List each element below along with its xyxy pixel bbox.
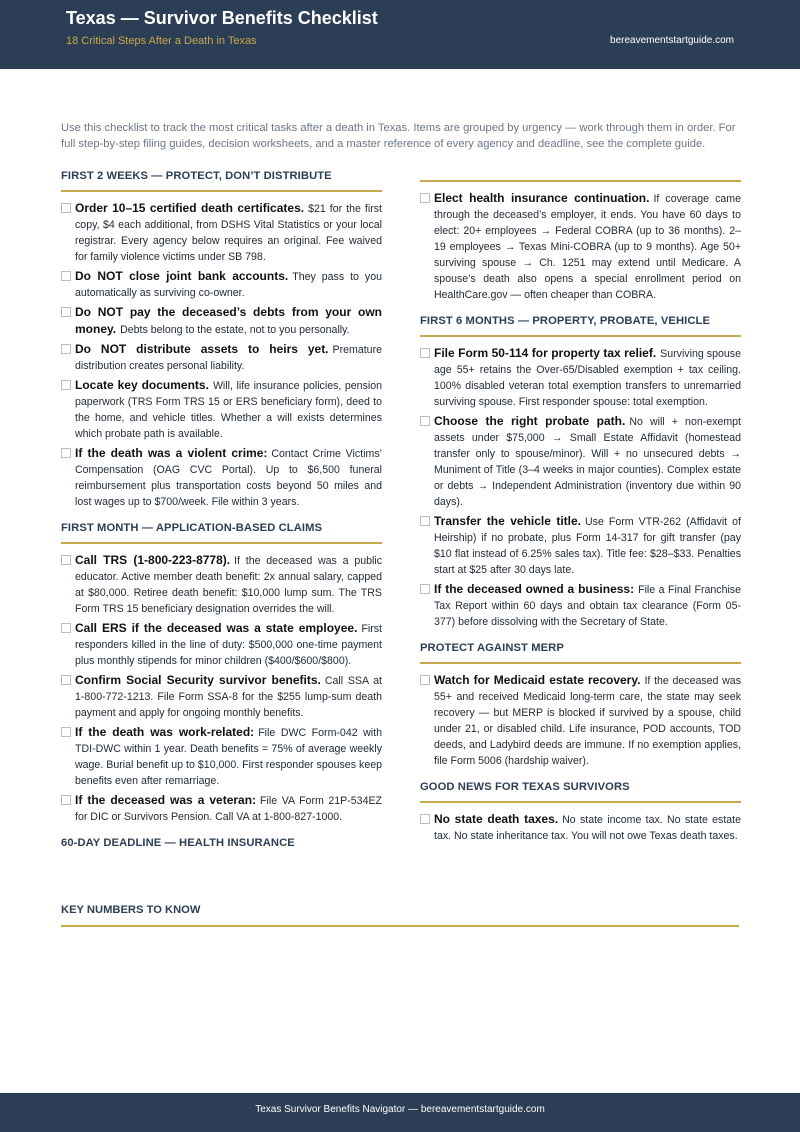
item-lead: If the deceased was a veteran: <box>75 793 257 807</box>
item-lead: Do NOT close joint bank accounts. <box>75 269 289 283</box>
item-text: If the deceased was a public educator. Active member death benefit: 2x annual salary, capped at $80,000. Retiree death benefit: $10,000 lump sum. The TRS Form TRS 15 beneficiary designation overrides the will. <box>75 555 382 615</box>
checkbox[interactable] <box>61 675 71 685</box>
checklist-item <box>61 792 382 825</box>
section-heading-60-day: 60-DAY DEADLINE — HEALTH INSURANCE <box>61 837 295 849</box>
item-text: $21 for the first copy, $4 each additional, from DSHS Vital Statistics or your local registrar. Every agency below requires an original. Fee waived for family violence victims under SB 798. <box>75 203 382 263</box>
item-lead: Confirm Social Security survivor benefits. <box>75 673 321 687</box>
item-text: If the deceased was 55+ and received Medicaid long-term care, the state may seek recovery — but MERP is blocked if survived by a spouse, child under 21, or disabled child. Life insurance, POD accounts, TOD deeds, and Ladybird deeds are immune. If no exemption applies, file Form 5006 (hardship waiver). <box>434 675 741 767</box>
checklist-item <box>61 341 382 374</box>
item-text: Use Form VTR-262 (Affidavit of Heirship) if no probate, plus Form 14-317 for gift transfer (pay $10 flat instead of 6.25% sales tax). Title fee: $28–$33. Penalties start at $25 after 30 days late. <box>434 516 742 576</box>
section-heading-first-2-weeks: FIRST 2 WEEKS — PROTECT, DON’T DISTRIBUTE <box>61 170 382 192</box>
checklist-item <box>61 304 382 338</box>
item-lead: If the death was a violent crime: <box>75 446 268 460</box>
checklist-item <box>61 724 382 789</box>
checklist-item <box>420 672 741 769</box>
checkbox[interactable] <box>61 795 71 805</box>
header-site-link[interactable]: bereavementstartguide.com <box>610 35 734 46</box>
checkbox[interactable] <box>61 380 71 390</box>
section-heading-good-news: GOOD NEWS FOR TEXAS SURVIVORS <box>420 781 741 803</box>
item-text: If coverage came through the deceased’s employer, it ends. You have 60 days to elect: 20+ employees → Federal COBRA (up to 36 months). 2–19 employees → Texas Mini-COBRA (up to 9 months). Age 50+ surviving spouse → Ch. 1251 may extend until Medicare. A spouse’s death also opens a special enrollment period on HealthCare.gov — often cheaper than COBRA. <box>434 193 741 301</box>
item-lead: Choose the right probate path. <box>434 414 626 428</box>
item-text: File DWC Form-042 with TDI-DWC within 1 year. Death benefits = 75% of average weekly wage. Burial benefit up to $10,000. First responder spouses keep benefits even after remarriage. <box>75 727 382 787</box>
item-lead: Locate key documents. <box>75 378 209 392</box>
checklist-item <box>420 811 741 844</box>
item-text: They pass to you automatically as surviving co-owner. <box>75 271 382 299</box>
item-lead: Call TRS (1-800-223-8778). <box>75 553 231 567</box>
item-lead: Transfer the vehicle title. <box>434 514 582 528</box>
item-lead: Call ERS if the deceased was a state employee. <box>75 621 358 635</box>
section-divider <box>420 180 741 182</box>
checklist-item <box>61 200 382 265</box>
checklist-item <box>61 552 382 617</box>
checklist-item <box>420 345 741 410</box>
checkbox[interactable] <box>420 675 430 685</box>
checklist-item <box>61 672 382 721</box>
footer-text: Texas Survivor Benefits Navigator — bereavementstartguide.com <box>255 1104 545 1115</box>
item-text: Contact Crime Victims’ Compensation (OAG CVC Portal). Up to $6,500 funeral reimbursement plus transportation costs beyond 50 miles and lost wages up to $700/week. File within 3 years. <box>75 448 382 508</box>
checkbox[interactable] <box>61 623 71 633</box>
item-text: File a Final Franchise Tax Report within 60 days and obtain tax clearance (Form 05-377) before dissolving with the Secretary of State. <box>434 584 741 628</box>
checklist-item <box>420 581 741 630</box>
item-lead: Watch for Medicaid estate recovery. <box>434 673 641 687</box>
item-lead: Elect health insurance continuation. <box>434 191 650 205</box>
checklist-item <box>61 268 382 301</box>
checkbox[interactable] <box>61 555 71 565</box>
checkbox[interactable] <box>420 348 430 358</box>
checklist-item <box>420 413 741 510</box>
item-text: Premature distribution creates personal liability. <box>75 344 382 372</box>
item-lead: File Form 50-114 for property tax relief. <box>434 346 657 360</box>
section-heading-first-month: FIRST MONTH — APPLICATION-BASED CLAIMS <box>61 522 382 544</box>
checklist-item <box>420 190 741 303</box>
intro-paragraph: Use this checklist to track the most critical tasks after a death in Texas. Items are grouped by urgency — work through them in order. For full step-by-step filing guides, decision worksheets, and a master reference of every agency and deadline, see the complete guide. <box>61 122 736 150</box>
checkbox[interactable] <box>61 271 71 281</box>
page-subtitle: 18 Critical Steps After a Death in Texas <box>66 35 257 47</box>
checkbox[interactable] <box>420 584 430 594</box>
item-text: Call SSA at 1-800-772-1213. File Form SSA-8 for the $255 lump-sum death payment and apply for ongoing monthly benefits. <box>75 675 383 719</box>
checklist-item <box>61 445 382 510</box>
page-footer <box>0 1093 800 1132</box>
item-text: Will, life insurance policies, pension paperwork (TRS Form TRS 15 or ERS beneficiary form), deed to the home, and vehicle titles. Whether a will exists determines which probate path is available. <box>75 380 382 440</box>
item-lead: Order 10–15 certified death certificates. <box>75 201 305 215</box>
item-text: File VA Form 21P-534EZ for DIC or Survivors Pension. Call VA at 1-800-827-1000. <box>75 795 382 823</box>
section-heading-first-6-months: FIRST 6 MONTHS — PROPERTY, PROBATE, VEHICLE <box>420 315 741 337</box>
item-lead: If the deceased owned a business: <box>434 582 635 596</box>
checkbox[interactable] <box>420 814 430 824</box>
checklist-item <box>61 620 382 669</box>
section-heading-merp: PROTECT AGAINST MERP <box>420 642 741 664</box>
left-column <box>61 170 382 865</box>
item-text: No state income tax. No state estate tax. No state inheritance tax. You will not owe Texas death taxes. <box>434 814 741 842</box>
section-heading-key-numbers: KEY NUMBERS TO KNOW <box>61 904 739 927</box>
checkbox[interactable] <box>420 416 430 426</box>
right-column <box>420 170 741 847</box>
page-title: Texas — Survivor Benefits Checklist <box>66 8 378 28</box>
item-text: Debts belong to the estate, not to you personally. <box>120 324 350 336</box>
checklist-item <box>420 513 741 578</box>
item-text: No will + non-exempt assets under $75,000 → Small Estate Affidavit (homestead transfer only to spouse/minor). Will + no unsecured debts → Muniment of Title (3–4 weeks in major counties). Complex estate or debts → Independent Administration (inventory due within 90 days). <box>434 416 742 508</box>
item-lead: Do NOT pay the deceased’s debts from your own money. <box>75 305 382 336</box>
page-header <box>0 0 800 69</box>
item-lead: Do NOT distribute assets to heirs yet. <box>75 342 329 356</box>
item-text: Surviving spouse age 55+ retains the Over-65/Disabled exemption + tax ceiling. 100% disabled veteran total exemption transfers to unremarried surviving spouse. First responder spouse: total exemption. <box>434 348 741 408</box>
checkbox[interactable] <box>420 516 430 526</box>
checklist-item <box>61 377 382 442</box>
checkbox[interactable] <box>61 203 71 213</box>
item-lead: If the death was work-related: <box>75 725 255 739</box>
checkbox[interactable] <box>420 193 430 203</box>
checkbox[interactable] <box>61 344 71 354</box>
checkbox[interactable] <box>61 307 71 317</box>
checkbox[interactable] <box>61 448 71 458</box>
checkbox[interactable] <box>61 727 71 737</box>
item-lead: No state death taxes. <box>434 812 559 826</box>
item-text: First responders killed in the line of duty: $500,000 one-time payment plus monthly stipends for minor children ($400/$600/$800). <box>75 623 382 667</box>
